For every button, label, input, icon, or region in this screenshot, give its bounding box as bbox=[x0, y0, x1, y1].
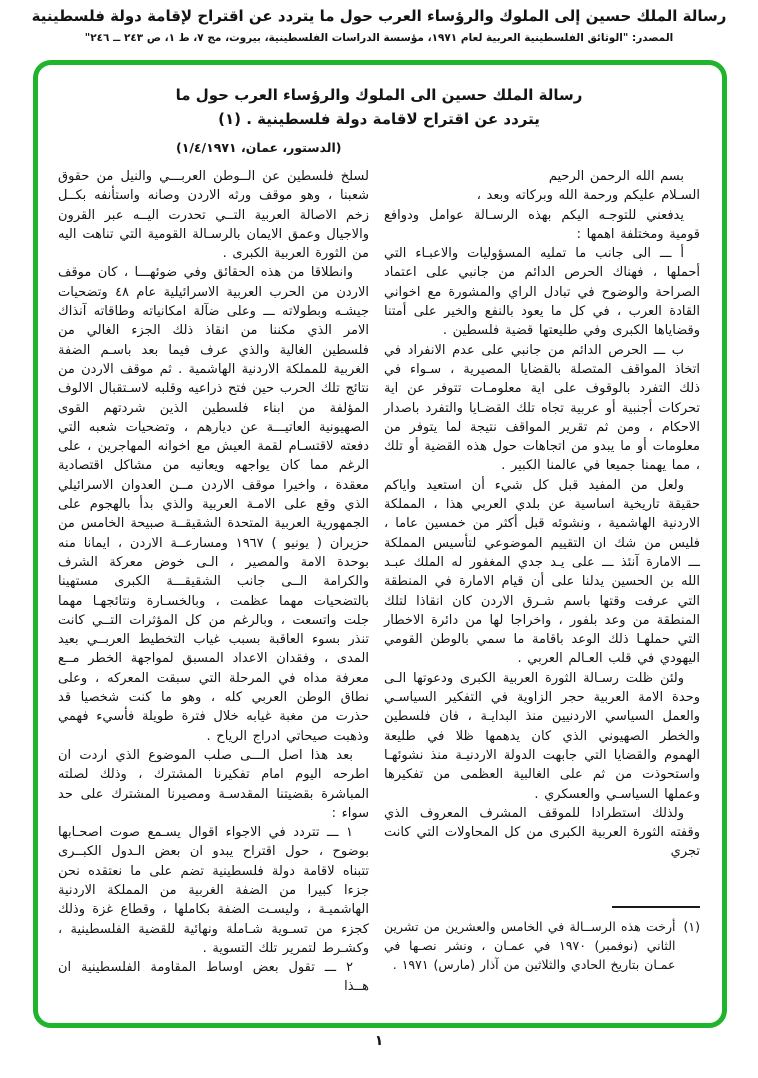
header-title: رسالة الملك حسين إلى الملوك والرؤساء العرب حول ما يتردد عن اقتراح لإقامة دولة فلسطينية bbox=[31, 7, 727, 25]
header-source: المصدر: "الوثائق الفلسطينية العربية لعام ١٩٧١، مؤسسة الدراسات الفلسطينية، بيروت، مج ٧، ط ١، ص ٢٤٣ ــ ٢٤٦" bbox=[84, 32, 674, 44]
document-title-line2: يتردد عن اقتراح لاقامة دولة فلسطينية . (١) bbox=[218, 110, 540, 128]
document-dateline: (الدستور، عمان، ١/٤/١٩٧١) bbox=[176, 140, 342, 155]
paragraph-point-a: أ ـــ الى جانب ما تمليه المسؤوليات والاعبـاء التي أحملها ، فهناك الحرص الدائم من جانبي على اعتماد الصراحة والوضوح في تبادل الراي والمشورة مع اخواني القادة العرب ، في كل ما يعود بالنفع والخير على أمتنا وقضاياها الكبرى وفي طليعتها قضية فلسطين . bbox=[384, 246, 700, 339]
paragraph-subject: بعد هذا اصل الـــى صلب الموضوع الذي اردت ان اطرحه اليوم امام تفكيرنا المشترك ، وذلك لصلته المباشرة بقضيتنا المقدسـة ومصيرنا المشترك على حد سواء : bbox=[58, 747, 369, 821]
paragraph-history: ولعل من المفيد قبل كل شيء أن استعيد واياكم حقيقة تاريخية اساسية عن بلدي العربي هذا ، المملكة الاردنية الهاشمية ، ونشوئه قبل أكثر من خمسين عاما ، فليس من شك ان التقييم الموضوعي لتأسيس المملكة ـــ الامارة آنئذ ـــ على يـد جدي المغفور له الملك عبـد الله بن الحسين يدلنا على أن قيام الامارة في المنطقة التي عرفت وقتها باسم شـرق الاردن كان انقاذا لتلك المنطقة من وعد بلفور ، واخراجا لها من دائرة الاخطار التي حملهـا ذلك الوعد باقامة ما سمي بالوطن القومي اليهودي في قلب العـالم العربي . bbox=[384, 477, 700, 667]
text-columns bbox=[58, 167, 700, 997]
paragraph-revolt: ولئن ظلت رسـالة الثورة العربية الكبرى ودعوتها الـى وحدة الامة العربية حجر الزاوية في التفكير السياسـي والعمل السياسي الاردنيين منذ البدايـة ، فان فلسطين والخطر الصهيوني الذي كان يدهمها ظلا في طليعة الهموم والقضايا التي جابهت الدولة الاردنيـة منذ نشوئهـا واستحوذت من ثم على الغالبية العظمى من تفكيرها وعملها السياسـي والعسكري . bbox=[384, 670, 700, 802]
page-number: ١ bbox=[374, 1033, 384, 1049]
column-left bbox=[58, 167, 369, 997]
paragraph-point-b: ب ـــ الحرص الدائم من جانبي على عدم الانفراد في اتخاذ المواقف المتصلة بالقضايا المصيرية ، سـواء في ذلك التفرد بالوقوف على اية معلومـات تتوفر عن اية تحركات أجنبية أو عربية تجاه تلك القضـايا والتفرد باصدار الاحكام ، ومن ثم تقرير المواقف نتيجة لما يتوفر من معلومات أو ما يبدو من اتجاهات حول هذه القضية أو تلك ، مما يهمنا جميعا في عالمنا الكبير . bbox=[384, 342, 700, 474]
paragraph-jordan-stand: وانطلاقا من هذه الحقائق وفي ضوئهـــا ، كان موقف الاردن من الحرب العربية الاسرائيلية عام ٤٨ وتضحيات جيشـه وبطولاته ـــ وعلى ضآلة امكانياته وطاقاته آنذاك الامر الذي مكننا من انقاذ ذلك الجزء الغالي من فلسطين الغالية والذي عرف فيما بعد باسـم الضفة الغربية للمملكة الاردنية الهاشمية . ثم موقف الاردن من نتائج تلك الحرب حين فتح ذراعيه وقلبه لاسـتقبال الالوف المؤلفة من ابناء فلسطين الذين شردتهم القوى الصهيونية العاتيـــة عن ديارهم ، وتضحيات شعبه التي دفعته لاقتسـام لقمة العيش مع اخوانه المهاجرين ، على الرغم مما كان يواجهه ويعانيه من مشاكل اقتصادية معقدة ، واخيرا موقف الاردن مــن العدوان الاسرائيلي الذي وقع على الامـة العربية والذي بدأ بالهجوم على الجمهورية العربية المتحدة الشقيقــة صبيحة الخامس من حزيران ( يونيو ) ١٩٦٧ ومسارعــة الاردن ، ايمانا منه بوحدة الامة والمصير ، الـى خوض معركة الشرف والكرامة الــى جانب الشقيقـــة الكبرى مستهينا بالتضحيات مهما عظمت ، وبالخسـارة ونتائجهـا مهما جلت واتسعت ، وبالرغم من كل المؤثرات التــي كانت تنذر بسوء العاقبة بسبب غياب التخطيط العربــي بعيد المدى ، وفقدان الاعداد المسبق لمواجهة الخطر مــع معرفة مداه في المرحلة التي سبقت المعركه ، وعلى نطاق الوطن العربي كله ، وهو ما كنت شخصيا قد حذرت من مغبة غيابه خلال فترة طويلة فأسيء فهمي وذهبت صيحاتي ادراج الرياح . bbox=[58, 265, 369, 744]
paragraph-item-2: ٢ ـــ تقول بعض اوساط المقاومة الفلسطينية ان هــذا bbox=[58, 960, 369, 995]
paragraph-continuation: ولذلك استطرادا للموقف المشرف المعروف الذي وقفته الثورة العربية الكبرى من كل المحاولات التي كانت تجري bbox=[384, 805, 700, 860]
document-frame bbox=[33, 60, 727, 1028]
column-right bbox=[384, 167, 700, 974]
footnote-body bbox=[384, 917, 700, 974]
paragraph-item-1: ١ ـــ تتردد في الاجواء اقوال يسـمع صوت اصحـابها بوضوح ، حول اقتراح يبدو ان بعض الـدول الكبــرى تتبناه لاقامة دولة فلسطينية تضم على ما نعتقده نحن جزءا كبيرا من الضفة الغربية من المملكة الاردنية الهاشميـة ، وليسـت الضفة بكاملها ، وقطاع غزة وذلك كجزء من تسـوية شـاملة ونهائية للقضية الفلسطينية ، وكشـرط لتمرير تلك التسوية . bbox=[58, 825, 369, 956]
footnote-marker: (١) bbox=[683, 918, 700, 934]
document-title bbox=[58, 83, 700, 131]
paragraph-salutation: السـلام عليكم ورحمة الله وبركاته وبعد ، bbox=[476, 188, 700, 204]
document-title-line1: رسالة الملك حسين الى الملوك والرؤساء العرب حول ما bbox=[175, 86, 583, 104]
footnote-rule bbox=[612, 906, 700, 908]
paragraph-basmala: بسم الله الرحمن الرحيم bbox=[548, 169, 684, 184]
footnote bbox=[384, 906, 700, 974]
paragraph-intro: يدفعني للتوجـه اليكم بهذه الرسـالة عوامل ودوافع قومية ومختلفة اهمها : bbox=[384, 207, 700, 242]
paragraph-continued: لسلخ فلسطين عن الــوطن العربـــي والنيل من حقوق شعبنا ، وهو موقف ورثه الاردن وصانه واستأنفه بكــل زخم الاصالة العربية التــي تحدرت اليــه عبر القرون والاجيال وعمق الايمان بالرسـالة القومية التي تناهت اليه من الثورة العربية الكبرى . bbox=[58, 169, 369, 262]
page-header bbox=[0, 6, 758, 45]
footnote-text: أرخت هذه الرســالة في الخامس والعشرين من تشرين الثاني (نوفمبر) ١٩٧٠ في عمـان ، ونشر نصـها في عمـان بتاريخ الحادي والثلاثين من آذار (مارس) ١٩٧١ . bbox=[384, 918, 676, 972]
